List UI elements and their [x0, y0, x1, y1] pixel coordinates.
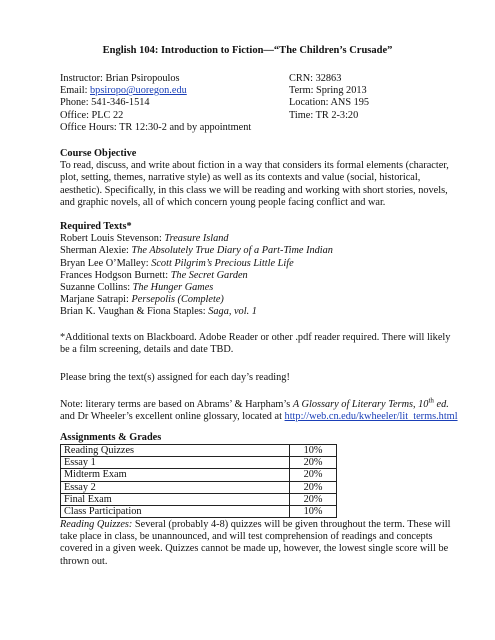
text-item: Marjane Satrapi: Persepolis (Complete) — [60, 294, 224, 306]
grades-heading-wrap — [60, 432, 445, 444]
quizzes-label: Reading Quizzes: — [60, 519, 133, 530]
email-link[interactable]: bpsiropo@uoregon.edu — [90, 85, 187, 97]
table-row: Class Participation 10% — [61, 505, 337, 517]
grades-table — [60, 444, 337, 518]
objective-line: To read, discuss, and write about fiction in a way that considers its formal elements (character, — [60, 160, 449, 172]
texts-heading: Required Texts* — [60, 221, 132, 232]
reading-quizzes-section: Reading Quizzes: Several (probably 4-8) quizzes will be given throughout the term. These will take place in class, be unannounced, and will test comprehension of readings and concepts covered in a given week. Quizzes cannot be made up, however, the lowest single score will be thrown out. — [60, 519, 451, 567]
course-term: Term: Spring 2013 — [289, 85, 367, 97]
objective-heading: Course Objective — [60, 148, 137, 159]
text-item: Suzanne Collins: The Hunger Games — [60, 282, 214, 294]
text-item: Frances Hodgson Burnett: The Secret Garden — [60, 269, 248, 281]
table-row: Reading Quizzes 10% — [61, 445, 337, 457]
instructor-info — [60, 73, 251, 134]
literary-terms-note: Note: literary terms are based on Abrams’ & Harpham’s A Glossary of Literary Terms, 10th ed. and Dr Wheeler’s excellent online glossary, located at http://web.cn.edu/kwheeler/lit_terms.html — [60, 396, 458, 423]
objective-line: plot, setting, themes, narrative style) as well as its contexts and value (social, historical, — [60, 172, 421, 184]
instructor-name: Instructor: Brian Psiropoulos — [60, 73, 180, 84]
email-label: Email: — [60, 85, 91, 97]
bring-text-note: Please bring the text(s) assigned for each day’s reading! — [60, 372, 290, 383]
glossary-link[interactable]: http://web.cn.edu/kwheeler/lit_terms.html — [284, 411, 458, 423]
table-row: Essay 1 20% — [61, 457, 337, 469]
text-item: Bryan Lee O’Malley: Scott Pilgrim’s Precious Little Life — [60, 257, 294, 269]
course-location: Location: ANS 195 — [289, 97, 370, 109]
course-title: English 104: Introduction to Fiction—“The Children’s Crusade” — [102, 45, 393, 56]
text-item: Brian K. Vaughan & Fiona Staples: Saga, vol. 1 — [60, 306, 257, 318]
blackboard-note: *Additional texts on Blackboard. Adobe Reader or other .pdf reader required. There will likely be a film screening, details and date TBD. — [60, 332, 451, 356]
objective-line: aesthetic). Specifically, in this class we will be reading and working with short stories, novels, — [60, 184, 448, 196]
instructor-office: Office: PLC 22 — [60, 109, 124, 121]
objective-line: and graphic novels, all of which concern young people facing conflict and war. — [60, 196, 386, 208]
instructor-office-hours: Office Hours: TR 12:30-2 and by appointment — [60, 121, 252, 133]
text-item: Sherman Alexie: The Absolutely True Diary of a Part-Time Indian — [60, 245, 333, 257]
course-info — [289, 73, 369, 122]
instructor-email-line — [60, 85, 251, 97]
table-row: Essay 2 20% — [61, 481, 337, 493]
course-objective-section — [60, 148, 449, 209]
table-row: Midterm Exam 20% — [61, 469, 337, 481]
course-crn: CRN: 32863 — [289, 73, 342, 84]
required-texts-section — [60, 221, 445, 319]
grades-heading: Assignments & Grades — [60, 432, 162, 443]
course-time: Time: TR 2-3:20 — [289, 109, 359, 121]
instructor-phone: Phone: 541-346-1514 — [60, 97, 150, 109]
text-item: Robert Louis Stevenson: Treasure Island — [60, 233, 229, 245]
table-row: Final Exam 20% — [61, 493, 337, 505]
